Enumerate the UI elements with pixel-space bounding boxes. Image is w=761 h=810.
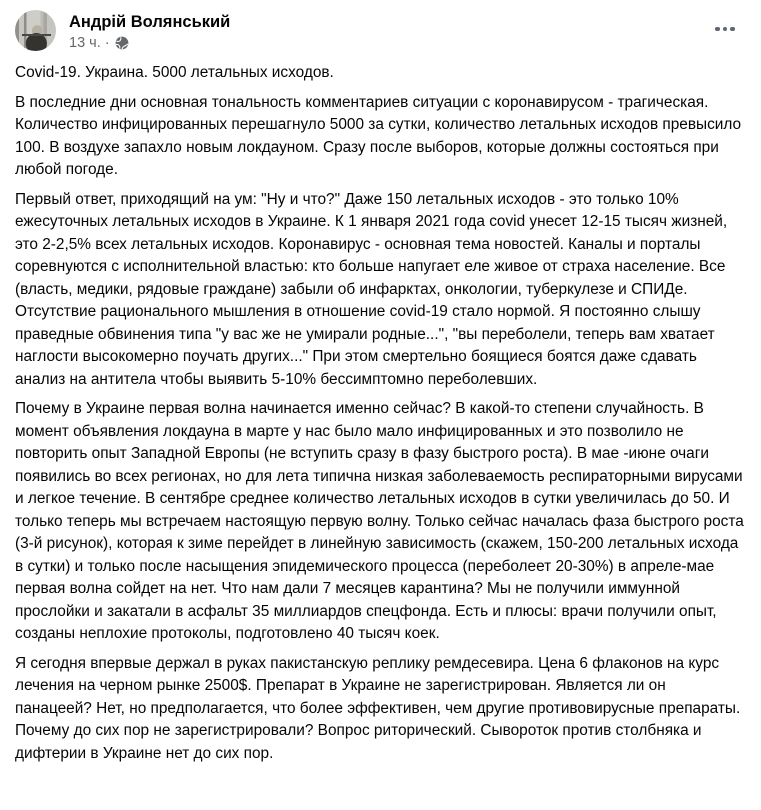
post-header: [0, 0, 761, 51]
profile-avatar[interactable]: [15, 10, 56, 51]
post-paragraph: Первый ответ, приходящий на ум: "Ну и что?" Даже 150 летальных исходов - это только 10% ежесуточных летальных исходов в Украине. К 1 января 2021 года covid унесет 12-15 тысяч жизней, это 2-2,5% всех летальных исходов. Коронавирус - основная тема новостей. Каналы и порталы соревнуются с исполнительной властью: кто больше напугает еле живое от страха население. Все (власть, медики, рядовые граждане) забыли об инфарктах, онкологии, туберкулезе и СПИДе. Отсутствие рационального мышления в отношение covid-19 стало нормой. Я постоянно слышу праведные обвинения типа "у вас же не умирали родные...", "вы переболели, теперь вам хватает наглости высокомерно поучать других..." При этом смертельно боящиеся боятся даже сдавать анализ на антитела чтобы выявить 5-10% бессимптомно переболевших.: [15, 190, 732, 388]
post-meta-row: [69, 34, 230, 52]
post-paragraph: Почему в Украине первая волна начинается именно сейчас? В какой-то степени случайность. В момент объявления локдауна в марте у нас было мало инфицированных и это позволило не повторить опыт Западной Европы (не вступить сразу в фазу быстрого роста). В мае -июне очаги появились во всех регионах, но для лета типична низкая заболеваемость респираторными вирусами и легкое течение. В сентябре среднее количество летальных исходов в сутки увеличилась до 50. И только теперь мы встречаем настоящую первую волну. Только сейчас началась фаза быстрого роста (3-й рисунок), которая к зиме перейдет в линейную зависимость (скажем, 150-200 летальных исхода в сутки) и только после насыщения эпидемического процесса (переболеет 20-30%) в апреле-мае первая волна сойдет на нет. Что нам дали 7 месяцев карантина? Мы не получили иммунной прослойки и закатали в асфальт 35 миллиардов спецфонда. Есть и плюсы: врачи получили опыт, созданы неплохие протоколы, подготовлено 40 тысяч коек.: [15, 400, 749, 642]
meta-separator-dot: ·: [104, 35, 110, 51]
more-options-button[interactable]: [711, 18, 739, 40]
post-paragraph: В последние дни основная тональность комментариев ситуации с коронавирусом - трагическая. Количество инфицированных перешагнуло 5000 за сутки, количество летальных исходов превысило 100. В воздухе запахло новым локдауном. Сразу после выборов, которые должны состояться при любой погоде.: [15, 93, 746, 178]
globe-public-icon[interactable]: [115, 36, 129, 50]
author-name-link[interactable]: Андрій Волянський: [69, 13, 231, 31]
timestamp-link[interactable]: 13 ч.: [69, 35, 101, 51]
post-paragraph: Covid-19. Украина. 5000 летальных исходов.: [15, 64, 334, 81]
post-header-info: [69, 10, 230, 52]
post-paragraph: Я сегодня впервые держал в руках пакистанскую реплику ремдесевира. Цена 6 флаконов на курс лечения на черном рынке 2500$. Препарат в Украине не зарегистрирован. Является ли он панацеей? Нет, но предполагается, что более эффективен, чем другие противовирусные препараты. Почему до сих пор не зарегистрировали? Вопрос риторический. Сывороток против столбняка и дифтерии в Украине нет до сих пор.: [15, 654, 749, 762]
ellipsis-horizontal-icon: [715, 27, 720, 32]
post-text: [0, 62, 761, 765]
